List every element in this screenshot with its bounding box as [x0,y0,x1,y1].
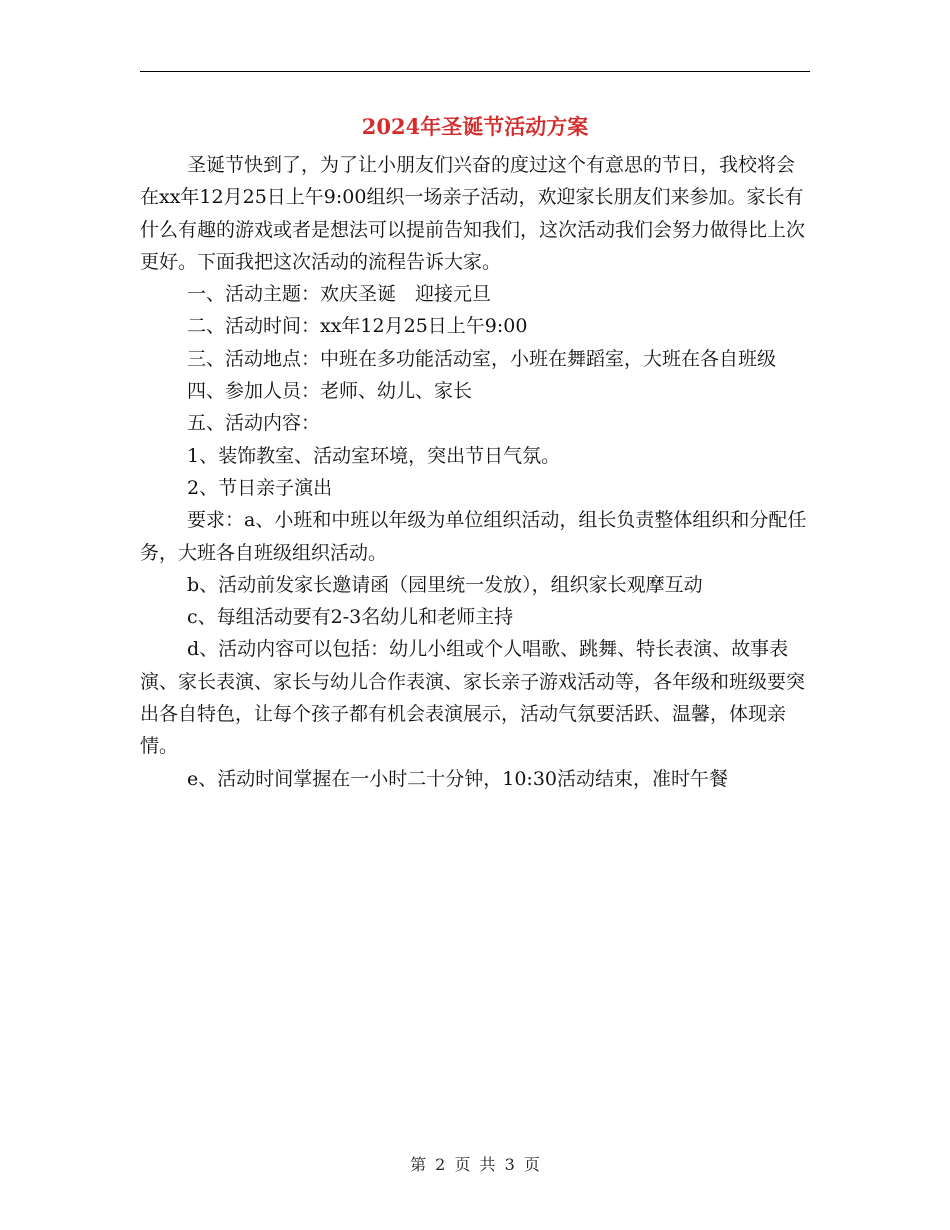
document-title: 2024年圣诞节活动方案 [361,114,589,139]
content-item-1: 1、装饰教室、活动室环境，突出节日气氛。 [187,444,561,467]
intro-paragraph: 圣诞节快到了，为了让小朋友们兴奋的度过这个有意思的节日，我校将会在xx年12月25日上午9:00组织一场亲子活动，欢迎家长朋友们来参加。家长有什么有趣的游戏或者是想法可以提前告知我们，这次活动我们会努力做得比上次更好。下面我把这次活动的流程告诉大家。 [140,154,806,273]
requirement-e: e、活动时间掌握在一小时二十分钟，10:30活动结束，准时午餐 [187,767,729,790]
header-rule [140,71,810,72]
requirement-a: 要求：a、小班和中班以年级为单位组织活动，组长负责整体组织和分配任务，大班各自班级组织活动。 [140,509,807,564]
activity-location: 三、活动地点：中班在多功能活动室，小班在舞蹈室，大班在各自班级 [187,347,777,370]
participants: 四、参加人员：老师、幼儿、家长 [187,380,473,403]
content-item-2: 2、节日亲子演出 [187,476,333,499]
activity-time: 二、活动时间：xx年12月25日上午9:00 [187,315,528,338]
activity-theme: 一、活动主题：欢庆圣诞 迎接元旦 [187,283,492,306]
page-number-footer: 第 2 页 共 3 页 [410,1155,540,1174]
requirement-d: d、活动内容可以包括：幼儿小组或个人唱歌、跳舞、特长表演、故事表演、家长表演、家长与幼儿合作表演、家长亲子游戏活动等，各年级和班级要突出各自特色，让每个孩子都有机会表演展示，活动气氛要活跃、温馨，体现亲情。 [140,638,806,758]
document-body [140,149,808,795]
activity-content-heading: 五、活动内容： [187,412,321,435]
requirement-b: b、活动前发家长邀请函（园里统一发放），组织家长观摩互动 [187,573,703,596]
requirement-c: c、每组活动要有2-3名幼儿和老师主持 [187,606,514,629]
